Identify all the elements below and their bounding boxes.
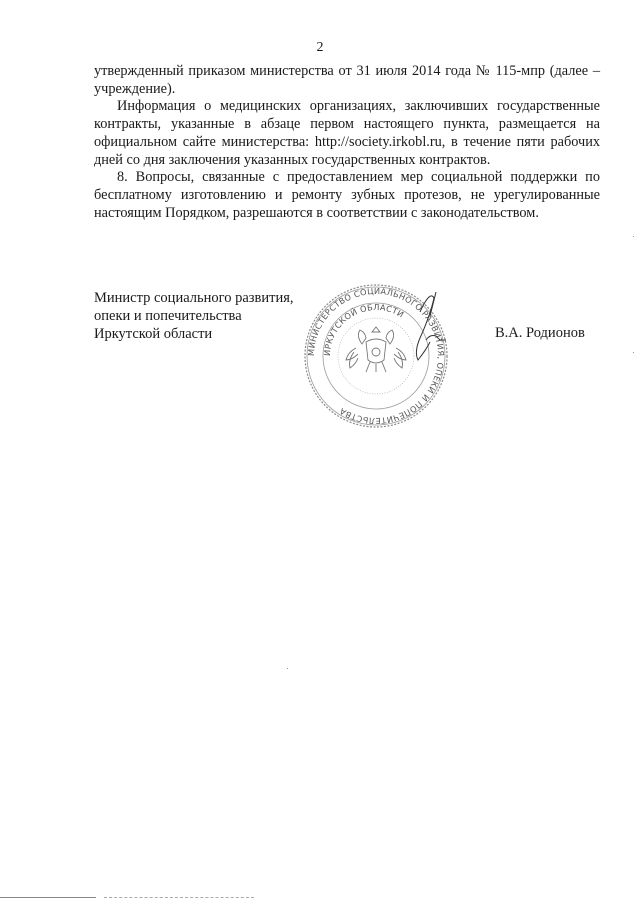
document-body xyxy=(94,63,600,222)
signer-position-line: опеки и попечительства xyxy=(94,308,242,324)
page-number: 2 xyxy=(316,40,324,55)
signer-position-line: Министр социального развития, xyxy=(94,290,294,306)
official-seal xyxy=(302,282,450,430)
footer-rule xyxy=(0,897,96,898)
signer-name: В.А. Родионов xyxy=(495,325,585,341)
double-headed-eagle-icon xyxy=(346,327,406,372)
margin-mark xyxy=(633,236,634,237)
margin-mark xyxy=(287,668,288,669)
seal-outer-text-path: МИНИСТЕРСТВО СОЦИАЛЬНОГО РАЗВИТИЯ, ОПЕКИ И ПОПЕЧИТЕЛЬСТВА xyxy=(305,285,447,427)
paragraph-continuation: утвержденный приказом министерства от 31 июля 2014 года № 115-мпр (далее – учреждение). xyxy=(94,63,600,97)
paragraph-information: Информация о медицинских организациях, заключивших государственные контракты, указанные в абзаце первом настоящего пункта, размещается на официальном сайте министерства: http://society.irkobl.ru, в течение пяти рабочих дней со дня заключения указанных государственных контрактов. xyxy=(94,98,600,168)
seal-inner-text-path: ИРКУТСКОЙ ОБЛАСТИ xyxy=(321,301,406,357)
margin-mark xyxy=(633,352,634,353)
footer-rule-dashed xyxy=(104,897,254,898)
signer-position-line: Иркутской области xyxy=(94,326,213,342)
signer-position xyxy=(94,289,324,343)
paragraph-item-8: 8. Вопросы, связанные с предоставлением мер социальной поддержки по бесплатному изготовлению и ремонту зубных протезов, не урегулированные настоящим Порядком, разрешаются в соответствии с законодательством. xyxy=(94,169,600,221)
